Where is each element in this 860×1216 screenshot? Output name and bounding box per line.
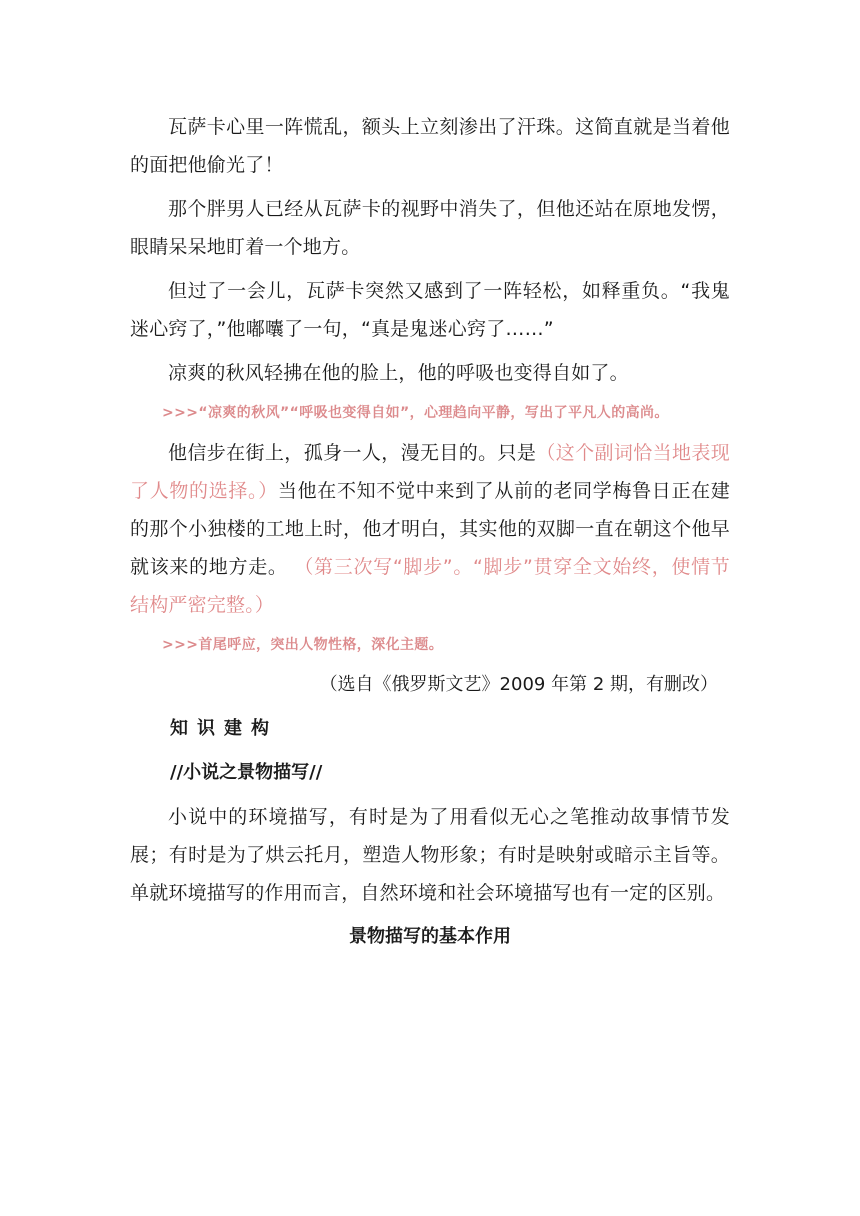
annotation-note-1: >>>“凉爽的秋风”“呼吸也变得自如”，心理趋向平静，写出了平凡人的高尚。 (162, 405, 669, 421)
paragraph-1: 瓦萨卡心里一阵慌乱，额头上立刻渗出了汗珠。这简直就是当着他的面把他偷光了！ (130, 116, 730, 176)
paragraph-5-text-a: 他信步在街上，孤身一人，漫无目的。只是 (168, 442, 537, 464)
paragraph-3: 但过了一会儿，瓦萨卡突然又感到了一阵轻松，如释重负。“我鬼迷心窍了，”他嘟囔了一句，“真是鬼迷心窍了……” (130, 280, 730, 340)
paragraph-2: 那个胖男人已经从瓦萨卡的视野中消失了，但他还站在原地发愣，眼睛呆呆地盯着一个地方。 (130, 198, 730, 258)
section-heading: 知识建构 (170, 718, 278, 739)
center-title: 景物描写的基本作用 (349, 926, 511, 947)
sub-heading: //小说之景物描写// (170, 762, 323, 783)
inline-comment-2: （第三次写“脚步”。“脚步”贯穿全文始终，使情节结构严密完整。） (130, 556, 730, 616)
document-page (130, 108, 730, 956)
paragraph-5 (130, 434, 730, 624)
annotation-note-2: >>>首尾呼应，突出人物性格，深化主题。 (162, 637, 444, 653)
paragraph-6: 小说中的环境描写，有时是为了用看似无心之笔推动故事情节发展；有时是为了烘云托月，塑造人物形象；有时是映射或暗示主旨等。单就环境描写的作用而言，自然环境和社会环境描写也有一定的区别。 (130, 806, 730, 904)
paragraph-4: 凉爽的秋风轻拂在他的脸上，他的呼吸也变得自如了。 (168, 362, 629, 384)
inline-comment-1: （这个副词恰当地表现了人物的选择。） (130, 442, 730, 502)
source-citation: （选自《俄罗斯文艺》2009 年第 2 期，有删改） (319, 674, 718, 695)
paragraph-5-text-b: 当他在不知不觉中来到了从前的老同学梅鲁日正在建的那个小独楼的工地上时，他才明白，其实他的双脚一直在朝这个他早就该来的地方走。 (130, 480, 730, 578)
